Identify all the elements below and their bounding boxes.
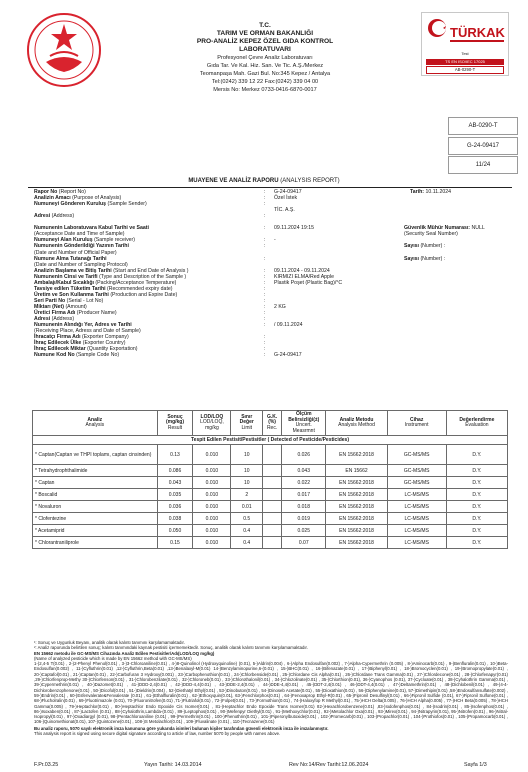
- table-row: [33, 513, 508, 525]
- cell-meth: EN 15662:2018: [326, 477, 387, 489]
- field-label: [34, 353, 264, 359]
- inst-line: Tel:(0242) 339 12 22 Fax:(0242) 339 04 00: [211, 79, 319, 85]
- column-header-en: Rec.: [266, 424, 278, 431]
- cell-lim: 0.4: [231, 525, 263, 537]
- column-header: [193, 411, 231, 436]
- field-label-en: (Date and Number of Sampling Protocol): [34, 261, 128, 268]
- cell-rec: [263, 477, 282, 489]
- cell-lim: 0.01: [231, 501, 263, 513]
- field-value: Plastik Poşet (Plastic Bag)/°C: [274, 279, 343, 286]
- cell-unc: 0.017: [282, 489, 326, 501]
- field-value: KIRMIZI ELMA/Red Apple: [274, 273, 334, 280]
- cell-unc: 0.025: [282, 525, 326, 537]
- inst-line: TARIM VE ORMAN BAKANLIĞI: [216, 30, 314, 37]
- field-label-en: (Sample receiver): [94, 237, 135, 244]
- field-colon: :: [264, 303, 266, 310]
- cell-ev: D.Y.: [446, 525, 507, 537]
- field-label-tr: İhraç Edilecek Miktar: [34, 346, 86, 353]
- cell-res: 0.038: [157, 513, 193, 525]
- column-header: [33, 411, 158, 436]
- field-label-en: (Date and Number of Official Paper): [34, 249, 117, 256]
- title-divider: [28, 187, 512, 188]
- cell-unc: 0.019: [282, 513, 326, 525]
- column-header-tr: LOD/LOQ: [200, 413, 224, 420]
- cell-meth: EN 15662:2018: [326, 513, 387, 525]
- inst-line: Mersis No: Merkez 0733-0416-6870-0017: [213, 87, 317, 93]
- field-label-tr: Ambalajı/Kabul Sıcaklığı: [34, 279, 94, 286]
- field-colon: :: [264, 316, 266, 323]
- results-table: [32, 410, 508, 549]
- field-label-tr: Numune Alma Tutanağı Tarihi: [34, 255, 107, 262]
- cell-rec: [263, 513, 282, 525]
- field-label-en: (Producer Name): [76, 310, 117, 316]
- pesticide-name: * Captan: [33, 477, 158, 489]
- cell-res: 0.043: [157, 477, 193, 489]
- field-label-en: (Serial - Lot No): [66, 297, 104, 304]
- cell-rec: [263, 445, 282, 465]
- inst-line: LABORATUVARI: [239, 46, 291, 53]
- column-header: [446, 411, 507, 436]
- column-header-tr: Değerlendirme: [459, 416, 495, 423]
- column-header: [263, 411, 282, 436]
- pesticide-name: * Acetamiprid: [33, 525, 158, 537]
- column-header-tr: Analiz Metodu: [339, 416, 374, 423]
- accreditation-number-box: AB-0290-T: [448, 117, 518, 135]
- cell-meth: EN 15662:2018: [326, 489, 387, 501]
- cell-inst: LC-MS/MS: [387, 489, 446, 501]
- institution-header: [150, 22, 380, 94]
- cell-inst: LC-MS/MS: [387, 501, 446, 513]
- field-colon: :: [264, 243, 266, 250]
- field-label-en: (Purpose of Analysis): [72, 195, 122, 202]
- field-label-tr: Analizin Amacı: [34, 195, 71, 202]
- field-label-tr: Adresi: [34, 213, 51, 220]
- cell-lim: 10: [231, 445, 263, 465]
- field-colon: :: [264, 322, 266, 329]
- cell-meth: EN 15662:2018: [326, 525, 387, 537]
- table-row: [33, 477, 508, 489]
- cell-inst: LC-MS/MS: [387, 525, 446, 537]
- field-extra: [404, 232, 458, 238]
- field-colon: :: [264, 237, 266, 244]
- column-header-tr: Ölçüm Belirsizliği(±): [288, 411, 320, 423]
- column-header-en: Uncert. Measrmnt: [292, 422, 315, 434]
- table-row: [33, 445, 508, 465]
- inst-line: Profesyonel Çevre Analiz Laboratuvarı: [217, 55, 313, 61]
- field-label-tr: Rapor No: [34, 189, 58, 195]
- field-label-tr: Numunenin Laboratuvara Kabul Tarihi ve Saati: [34, 225, 149, 232]
- field-value: 09.11.2024 19:15: [274, 225, 314, 232]
- inst-line: PRO-ANALİZ KEPEZ ÖZEL GIDA KONTROL: [196, 38, 334, 45]
- column-header-tr: Sonuç (mg/kg): [165, 413, 185, 426]
- field-colon: :: [264, 195, 266, 202]
- field-label: [34, 202, 264, 208]
- cell-inst: LC-MS/MS: [387, 513, 446, 525]
- field-label-en: (Packing/Acceptance Temperature): [95, 279, 177, 286]
- field-extra-value: (Number) :: [420, 243, 446, 250]
- cell-lod: 0.010: [193, 513, 231, 525]
- column-header-tr: G.K.(%): [266, 413, 278, 426]
- cell-lod: 0.010: [193, 477, 231, 489]
- report-title-en: (ANALYSIS REPORT): [280, 178, 340, 184]
- field-colon: :: [264, 334, 266, 341]
- field-extra-label: Güvenlik Mühür Numarası:: [404, 225, 471, 232]
- column-header-en: LOD/LOQ, mg/kg: [200, 419, 224, 431]
- section-row: [33, 436, 508, 445]
- report-title-tr: MUAYENE VE ANALİZ RAPORU: [188, 178, 279, 184]
- cell-meth: EN 15662:2018: [326, 445, 387, 465]
- pesticide-list-subtitle: (Name of analyzed pesticide which is made by EN 15662 method with GC-MS/MS): [34, 655, 192, 661]
- cell-lod: 0.010: [193, 525, 231, 537]
- field-label-tr: Numune Kod No: [34, 352, 75, 359]
- table-row: [33, 537, 508, 549]
- turkak-logo: [424, 15, 506, 49]
- field-colon: :: [264, 189, 266, 195]
- field-label-en: (Sample Code No): [76, 352, 120, 359]
- field-extra: [404, 244, 445, 250]
- cell-res: 0.035: [157, 489, 193, 501]
- field-colon: :: [264, 225, 266, 232]
- field-label-en: (Type and Description of the Sample ): [99, 273, 187, 280]
- pesticide-name: * Chlorantraniliprole: [33, 537, 158, 549]
- turkak-caption: Test: [461, 51, 469, 56]
- turkak-accreditation: [421, 12, 509, 76]
- cell-ev: D.Y.: [446, 477, 507, 489]
- column-header-en: Result: [167, 424, 183, 431]
- field-colon: :: [264, 255, 266, 262]
- field-label-tr: İhraç Edilecek Ülke: [34, 340, 82, 347]
- field-label-en: (Receiving Place, Adress and Date of Sample): [34, 328, 141, 335]
- column-header-en: Analysis: [85, 422, 105, 429]
- cell-ev: D.Y.: [446, 445, 507, 465]
- table-row: [33, 489, 508, 501]
- cell-rec: [263, 489, 282, 501]
- cell-lim: 0.5: [231, 513, 263, 525]
- field-value: G-24-09417: [274, 352, 302, 359]
- cell-ev: D.Y.: [446, 537, 507, 549]
- cell-inst: GC-MS/MS: [387, 477, 446, 489]
- field-colon: :: [264, 352, 266, 359]
- field-colon: :: [264, 297, 266, 304]
- cell-ev: D.Y.: [446, 513, 507, 525]
- pesticide-list-title: EN 15662 metodu ile GC-MS/MS Cihazında Analiz Edilen Pestisitler/Adı(LOD/LOQ mg/kg): [34, 650, 215, 656]
- field-label-tr: Numunenin Gönderildiği Yazının Tarihi: [34, 243, 129, 250]
- cell-unc: 0.043: [282, 465, 326, 477]
- field-colon: :: [264, 201, 266, 208]
- field-extra: [404, 257, 445, 263]
- field-colon: :: [264, 291, 266, 298]
- inst-line: T.C.: [259, 22, 271, 29]
- field-label-en: (Exporter Company): [81, 334, 129, 341]
- publish-date: Yayın Tarihi: 14.03.2014: [144, 762, 202, 768]
- pesticide-name: * Boscalid: [33, 489, 158, 501]
- section-title: Tespit Edilen Pestisit/Pestisitler ( Detected of Pesticide/Pesticides): [33, 436, 508, 445]
- turkak-brand: TÜRKAK: [450, 25, 505, 40]
- field-extra-value: (Number) :: [420, 255, 446, 262]
- cell-meth: EN 15662:2018: [326, 537, 387, 549]
- column-header: [157, 411, 193, 436]
- field-label-en: (Report No): [58, 189, 86, 195]
- field-value: -: [274, 237, 276, 244]
- field-extra-label: Sayısı: [404, 255, 419, 262]
- cell-inst: GC-MS/MS: [387, 445, 446, 465]
- cell-ev: D.Y.: [446, 501, 507, 513]
- field-value: 2 KG: [274, 303, 286, 310]
- pesticide-name: * Captan(Captan ve THPI toplamı, captan cinsinden): [33, 445, 158, 465]
- field-label-en: (Amount): [65, 303, 87, 310]
- cell-rec: [263, 501, 282, 513]
- field-colon: :: [264, 213, 266, 220]
- field-colon: :: [264, 340, 266, 347]
- report-number-box: G-24-09417: [448, 137, 518, 155]
- field-value: / 09.11.2024: [274, 322, 303, 329]
- field-extra-value: (Security Seal Number): [404, 231, 458, 238]
- field-label-tr: Analizin Başlama ve Bitiş Tarihi: [34, 267, 112, 274]
- cell-meth: EN 15662: [326, 465, 387, 477]
- cell-lod: 0.010: [193, 501, 231, 513]
- table-row: [33, 501, 508, 513]
- field-label-en: (Address): [51, 316, 75, 323]
- cell-lim: 10: [231, 465, 263, 477]
- column-header-en: Limit: [241, 424, 253, 431]
- report-title: [0, 178, 528, 184]
- law-note-tr: Bu analiz raporu, 5070 sayılı elektronik imza kanununa göre yukarıda isimleri bulunan kişiler tarafından güvenli elektronik imza ile imzalanmıştır.: [34, 725, 329, 731]
- column-header: [387, 411, 446, 436]
- field-extra-value: 10.11.2024: [425, 189, 452, 195]
- cell-lim: 0.4: [231, 537, 263, 549]
- cell-unc: 0.07: [282, 537, 326, 549]
- field-label-tr: Adresi: [34, 316, 51, 323]
- field-label-tr: Üretici Firma Adı: [34, 310, 76, 316]
- cell-res: 0.036: [157, 501, 193, 513]
- table-header-row: [33, 411, 508, 436]
- field-label: [34, 214, 264, 220]
- column-header-tr: Sınır Değer: [239, 413, 254, 426]
- field-colon: :: [264, 310, 266, 316]
- cell-unc: 0.026: [282, 445, 326, 465]
- column-header-tr: Cihaz: [410, 416, 424, 423]
- field-colon: :: [264, 285, 266, 292]
- field-label-en: (Exporter Country): [82, 340, 126, 347]
- form-number: F.Pr.03.25: [34, 762, 59, 768]
- field-label-tr: Tavsiye edilen Tüketim Tarihi: [34, 285, 106, 292]
- field-colon: :: [264, 273, 266, 280]
- column-header-en: Instrument: [404, 422, 429, 429]
- column-header: [231, 411, 263, 436]
- field-label-tr: Numuneyi Alan Kuruluş: [34, 237, 93, 244]
- cell-inst: LC-MS/MS: [387, 537, 446, 549]
- field-label-tr: Üretim ve Son Kullanma Tarihi: [34, 291, 109, 298]
- ministry-logo: [26, 12, 102, 88]
- cell-unc: 0.022: [282, 477, 326, 489]
- cell-res: 0.13: [157, 445, 193, 465]
- field-label-tr: Seri Parti No: [34, 297, 66, 304]
- field-label-en: (Recommended expiry date): [107, 285, 173, 292]
- field-label-en: (Production and Expire Date): [110, 291, 178, 298]
- cell-ev: D.Y.: [446, 465, 507, 477]
- field-label-en: (Acceptance Date and Time of Sample): [34, 231, 125, 238]
- field-label-tr: Miktarı (Net): [34, 303, 64, 310]
- field-colon: :: [264, 279, 266, 286]
- revision-info: Rev No:14/Rev Tarihi:12.06.2024: [289, 762, 369, 768]
- field-label-tr: İhracatçı Firma Adı: [34, 334, 81, 341]
- field-label-en: (Address): [51, 213, 75, 220]
- cell-meth: EN 15662:2018: [326, 501, 387, 513]
- cell-unc: 0.018: [282, 501, 326, 513]
- field-extra-label: Sayısı: [404, 243, 419, 250]
- field-value: G-24-09417: [274, 189, 302, 195]
- inst-line: Teomanpaşa Mah. Gazi Bul. No:345 Kepez / Antalya: [199, 71, 331, 77]
- field-extra-label: Tarih:: [410, 189, 425, 195]
- field-label-tr: Numunenin Cinsi ve Tarifi: [34, 273, 98, 280]
- field-extra: [410, 190, 451, 196]
- field-label-en: (Sample Sender): [107, 201, 147, 208]
- cell-rec: [263, 537, 282, 549]
- field-value: 09.11.2024 - 09.11.2024: [274, 267, 330, 274]
- note-2: ²: Analiz raporunda belirtilen sonuç; kalıntı tanımındaki kaynak pestisiti içermemektedir. Sonuç, analitik olarak kalıntı tanımını karşılamamaktadır.: [34, 645, 308, 651]
- cell-inst: GC-MS/MS: [387, 465, 446, 477]
- cell-lod: 0.010: [193, 445, 231, 465]
- column-header: [282, 411, 326, 436]
- field-value: TİC. A.Ş.: [274, 207, 295, 214]
- cell-rec: [263, 525, 282, 537]
- cell-lod: 0.010: [193, 537, 231, 549]
- month-box: 11/24: [448, 156, 518, 174]
- note-1: ¹: Sonuç ve Uygunluk Beyanı, analitik olarak kalıntı tanımını karşılamamaktadır.: [34, 640, 185, 645]
- turkak-standard: TS EN ISO/IEC 17025: [426, 59, 504, 65]
- pesticide-list: 1-)2,4-5 T(0.01) , 2-)2-Phenyl Phenol(0.01) , 3-)3-Chloroaniline(0.01) , 4-)8-Quinolinol (Hydroxyquinoline) (0.01), 5-)Aldrin(0.004) , 6-)Alpha Endosulfan(0.002) , 7-)Alpha-Cypermethrin (0.005) , 8-)Aminocarb(0.01) , 9-)Benfluralin(0.01) , 10-)Beta-Endosulfan(0.002) , 11-)Cyfluthrin(0.01) ,12-)Cyfluthrin,Beta(0.01) ,13-)Benalaxyl-M(0.01) 14-)Benzylaminopurine,6-(0.01) , 15-)BHC(0.01) , 16-)Bifenazate(0.01) , 17-)Biphenyl(0.01) , 18-)Bromocyclen(0.01) , 19-)Bromopropylate(0.01) , 20-)Captafol(0.01) , 21-)Captan(0.01) , 22-)Carbofuran 3 Hydroxy(0.001) , 23-)Carbophenothion(0.01) , 24-)Chlorbenside(0.01) , 25-)Chlordane Cis Alpha(0.01) , 26-)Chlordane Trans Gamma(0.01) , 27-)Chlordecone(0.01) , 28-)Chlorfenapyr(0.01) ,29-)Chlorfenprop-Methy 30-)Chlorfenson(0.01) , 31-)Chlorobenzilate(0.01) , 32-)Chloroneb(0.01) , 33-)Chlorothalonil(0.01) , 34-)Chlozolinate(0.01) , 35-)Chlorthion(0.01), 36-)Cyanophos (0.01), 37-)Cycloate(0.01) , 38-)Cyhalothrin Gamma(0.01) , 39-)Cypermethrin(0.01) , 40-)Dazomet(0.01) , 41-)DDD-2,4(0.01) , 42-)DDD-4,4(0.01) , 43-)DDE-2,4(0.01) , 44-)DDE-4,4(0.01) , 45-)DDT-2,4(0.01) , 46-)DDT-4,4(0.01) , 47-)Deltamethrin(0.01) , 48-)Dichlobenil(0.01) , 49-)4-4-Dichlorobenzophenone(0.01) , 50-)Dicofol(0.01) , 51-)Dieldrin(0.004) , 52-)Diethatyl Ethyl(0.01) , 53-)Dinobuton(0.01) , 54-)Dinoseb Acetate(0.01) , 55-)Dioxathion(0.01) , 56-)Diphenylamine(0.01), 57-)Dimethipin(0.01) ,58-)Endosulfansulfate(0.002) , 59-)Endrin(0.01) , 60-)Esfenvalerate&Fenvalerate (0.01) , 61-)Ethalfluralin(0.01) , 62-)Ethoxyquin(0.01), 63-)Fenchlorphos(0.01) , 64-)Fenoxaprop Ethyl-R(0.01) , 65-)Fipronil Desulfinyl(0.01) , 66-)Fipronil Sulfide (0.01), 67-)Fipronil Sulfone(0.01) , 68-)Flucholralin(0.01) , 69-)Fluotrimazole (0.01), 70-)Fluoronitrofen(0.01) ,71-)Flutriafol(0.01) , 72-)Folpet(0.01) , 73-)Formothion(0.01) , 74-)Haloxyfop R Methyl(0.01) , 75-)HCH Delta(0.005) , 76-)HCH Alpha(0.005) , 77-)HCH Beta(0.005) , 78-)HCH Gamma(0.005) , 79-)Heptachlor(0.01) , 80-)Heptachlor Endo Epoxide Cis Isomer(0.01) , 81-)Heptachlor Endo Epoxide Trans Isomer(0.01) 82-)Hexachlorobenzene(0.01) ,83-)Iodofenphos(0.01) , 84-)Isodrin(0.01) , 85-)Isofenphos(0.01) , 86-)Isoxaben(0.01) , 87-)Lactofen (0.01) , 88-)Cyhalothrin,Lambda-(0.01) , 89-)Leptophos(0.01) , 90-)Mefenpyr Diethyl(0.01) , 91-)Methoxychlor(0.01) , 92-)Metolachlor Oxa(0.01) , 93-)Mirex(0.01) , 94-)Nitrapyrin(0.01), 95-)Nitrofen(0.01) , 96-)Nitral-Isopropyl(0.01) , 97-)Oxadiargyl (0.01), 98-)Pentachloroaniline (0.01) , 99-)Permethrin(0.01) , 100-)Phenothrin(0.01) , 101-)Piperonylbutoxide(0.01) , 102-)Promecarb(0.01) , 103-)Propachlor(0.01) , 104-)Prothiofos(0.01) , 105-)Propamocarb(0.01) , 106-)Quinomethionat(0.01), 107-)Quintozene(0.01) , 108-)S Metolachlor(0.01) , 109-)Fluvalinate (0.01) , 110-)Tecnazene(0.01): [34, 661, 508, 725]
- column-header-en: Analysis Method: [338, 422, 375, 429]
- pesticide-name: * Tetrahydrophthalimide: [33, 465, 158, 477]
- cell-res: 0.086: [157, 465, 193, 477]
- column-header: [326, 411, 387, 436]
- field-label-en: (Start and End Date of Analysis ): [113, 267, 189, 274]
- cell-rec: [263, 465, 282, 477]
- turkak-code: AB-0290-T: [426, 66, 504, 74]
- column-header-en: Evaluation: [465, 422, 489, 429]
- field-colon: :: [264, 346, 266, 353]
- cell-res: 0.15: [157, 537, 193, 549]
- pesticide-name: * Novaluron: [33, 501, 158, 513]
- cell-lod: 0.010: [193, 465, 231, 477]
- inst-line: Gıda Tar. Ve Kal. Hiz. San. Ve Tic. A.Ş./Merkez: [206, 63, 324, 69]
- cell-ev: D.Y.: [446, 489, 507, 501]
- cell-lod: 0.010: [193, 489, 231, 501]
- notes-block: [34, 640, 508, 736]
- field-value: Özel İstek: [274, 195, 298, 202]
- field-label-tr: Numuneyi Gönderen Kuruluş: [34, 201, 107, 208]
- table-row: [33, 525, 508, 537]
- column-header-tr: Analiz: [87, 416, 103, 423]
- field-extra-value: NULL: [471, 225, 485, 232]
- pesticide-name: * Clofentezine: [33, 513, 158, 525]
- cell-lim: 10: [231, 477, 263, 489]
- cell-res: 0.050: [157, 525, 193, 537]
- field-label-en: (Quantity Exportation): [87, 346, 138, 353]
- field-colon: :: [264, 267, 266, 274]
- field-label-tr: Numunenin Alındığı Yer, Adres ve Tarihi: [34, 322, 132, 329]
- page-number: Sayfa 1/3: [464, 762, 487, 768]
- law-note-en: This analysis report is signed using secure digital signature according to article of law, number 5070 by people with names above.: [34, 731, 281, 737]
- cell-lim: 2: [231, 489, 263, 501]
- table-row: [33, 465, 508, 477]
